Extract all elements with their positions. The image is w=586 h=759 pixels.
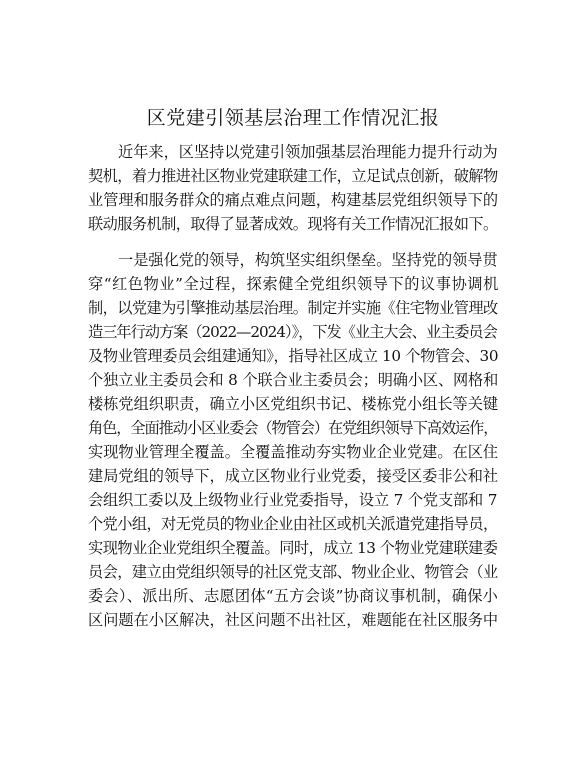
- paragraph-2-line-9: 实现物业管理全覆盖。全覆盖推动夯实物业企业党建。在区住: [88, 443, 499, 461]
- paragraph-1-line-1: 近年来，区坚持以党建引领加强基层治理能力提升行动为: [118, 143, 498, 161]
- paragraph-2-line-7: 楼栋党组织职责，确立小区党组织书记、楼栋党小组长等关键: [88, 395, 499, 413]
- paragraph-1-line-4: 联动服务机制，取得了显著成效。现将有关工作情况汇报如下。: [88, 215, 498, 233]
- document-title: 区党建引领基层治理工作情况汇报: [146, 107, 440, 129]
- paragraph-2-line-8: 角色，全面推动小区业委会（物管会）在党组织领导下高效运作，: [88, 419, 498, 437]
- paragraph-2-line-12: 个党小组，对无党员的物业企业由社区或机关派遣党建指导员，: [88, 515, 498, 533]
- paragraph-2-line-13: 实现物业企业党组织全覆盖。同时，成立 13 个物业党建联建委: [88, 539, 498, 557]
- paragraph-2-line-4: 造三年行动方案（2022—2024）》，下发《业主大会、业主委员会: [88, 323, 497, 341]
- paragraph-2-line-2: 穿“红色物业”全过程，探索健全党组织领导下的议事协调机: [88, 275, 499, 293]
- paragraph-2-line-5: 及物业管理委员会组建通知》，指导社区成立 10 个物管会、30: [88, 347, 499, 365]
- paragraph-2-line-1: 一是强化党的领导，构筑坚实组织堡垒。坚持党的领导贯: [118, 251, 498, 269]
- paragraph-2-line-14: 员会，建立由党组织领导的社区党支部、物业企业、物管会（业: [88, 563, 498, 581]
- paragraph-1-line-3: 业管理和服务群众的痛点难点问题，构建基层党组织领导下的: [88, 191, 499, 209]
- paragraph-2-line-15: 委会）、派出所、志愿团体“五方会谈”协商议事机制，确保小: [88, 587, 499, 605]
- paragraph-2-line-10: 建局党组的领导下，成立区物业行业党委，接受区委非公和社: [88, 467, 499, 485]
- paragraph-2-line-6: 个独立业主委员会和 8 个联合业主委员会；明确小区、网格和: [88, 371, 499, 389]
- paragraph-1-line-2: 契机，着力推进社区物业党建联建工作，立足试点创新，破解物: [88, 167, 498, 185]
- paragraph-2-line-11: 会组织工委以及上级物业行业党委指导，设立 7 个党支部和 7: [88, 491, 498, 509]
- paragraph-2-line-16: 区问题在小区解决，社区问题不出社区，难题能在社区服务中: [88, 611, 499, 629]
- paragraph-2-line-3: 制，以党建为引擎推动基层治理。制定并实施《住宅物业管理改: [88, 299, 498, 317]
